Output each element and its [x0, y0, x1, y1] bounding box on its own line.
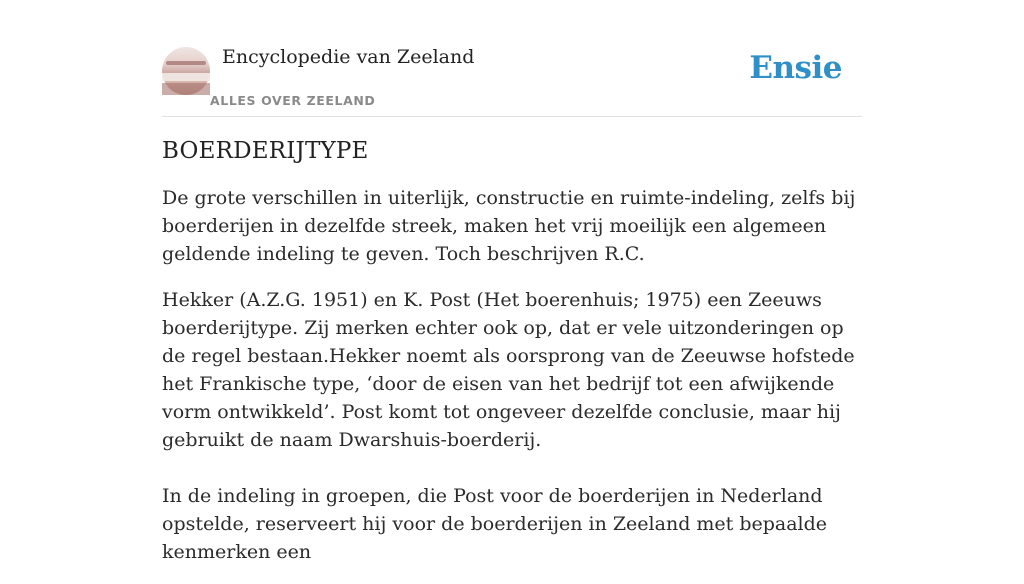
site-header	[162, 40, 862, 117]
page-title: BOERDERIJTYPE	[162, 138, 369, 164]
avatar-image-detail	[162, 83, 210, 95]
avatar-image-detail	[166, 61, 206, 65]
article-paragraph: In de indeling in groepen, die Post voor de boerderijen in Nederland opstelde, reserveert hij voor de boerderijen in Zeeland met bepaalde kenmerken een	[162, 485, 828, 563]
site-title[interactable]: Encyclopedie van Zeeland	[222, 46, 475, 68]
article-paragraph: De grote verschillen in uiterlijk, constructie en ruimte-indeling, zelfs bij boerderijen in dezelfde streek, maken het vrij moeilijk een algemeen geldende indeling te geven. Toch beschrijven R.C.	[162, 187, 856, 265]
site-avatar[interactable]	[162, 47, 210, 95]
site-tagline: ALLES OVER ZEELAND	[210, 93, 376, 108]
article	[162, 138, 866, 584]
article-paragraph: Hekker (A.Z.G. 1951) en K. Post (Het boerenhuis; 1975) een Zeeuws boerderijtype. Zij merken echter ook op, dat er vele uitzonderingen op de regel bestaan.Hekker noemt als oorsprong van de Zeeuwse hofstede het Frankische type, ‘door de eisen van het bedrijf tot een afwijkende vorm ontwikkeld’. Post komt tot ongeveer dezelfde conclusie, maar hij gebruikt de naam Dwarshuis-boerderij.	[162, 289, 855, 451]
ensie-logo[interactable]: Ensie	[749, 50, 842, 86]
avatar-image-detail	[162, 73, 210, 81]
